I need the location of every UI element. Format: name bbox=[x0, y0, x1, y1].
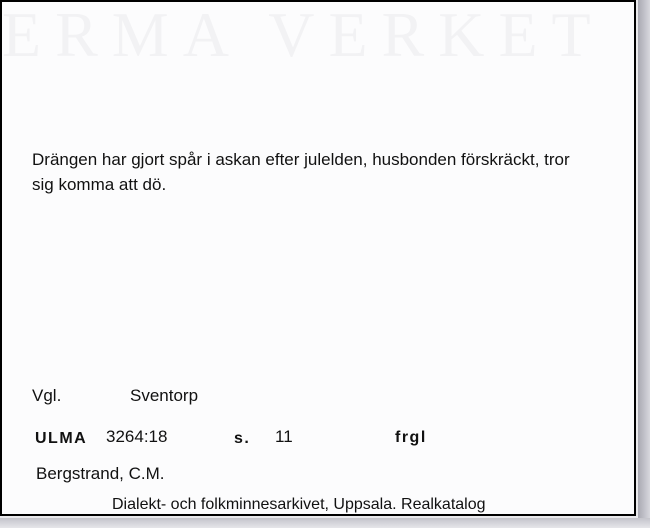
record-number: 3264:18 bbox=[106, 427, 168, 446]
bleed-through-text: ERMA VERKET bbox=[2, 0, 605, 70]
scan-edge-right bbox=[638, 0, 650, 528]
category-code: frgl bbox=[395, 429, 427, 446]
province-label: Vgl. bbox=[32, 386, 62, 405]
archive-footer: Dialekt- och folkminnesarkivet, Uppsala. Realkatalog bbox=[112, 496, 486, 513]
page-abbreviation: s. bbox=[234, 430, 251, 447]
page-number: 11 bbox=[275, 427, 293, 446]
card-description: Drängen har gjort spår i askan efter julelden, husbonden förskräckt, tror sig komma att dö. bbox=[32, 150, 570, 194]
scan-edge-bottom bbox=[0, 518, 650, 528]
archive-code: ULMA bbox=[35, 430, 88, 447]
place-name: Sventorp bbox=[130, 386, 199, 405]
collector-name: Bergstrand, C.M. bbox=[36, 464, 165, 483]
